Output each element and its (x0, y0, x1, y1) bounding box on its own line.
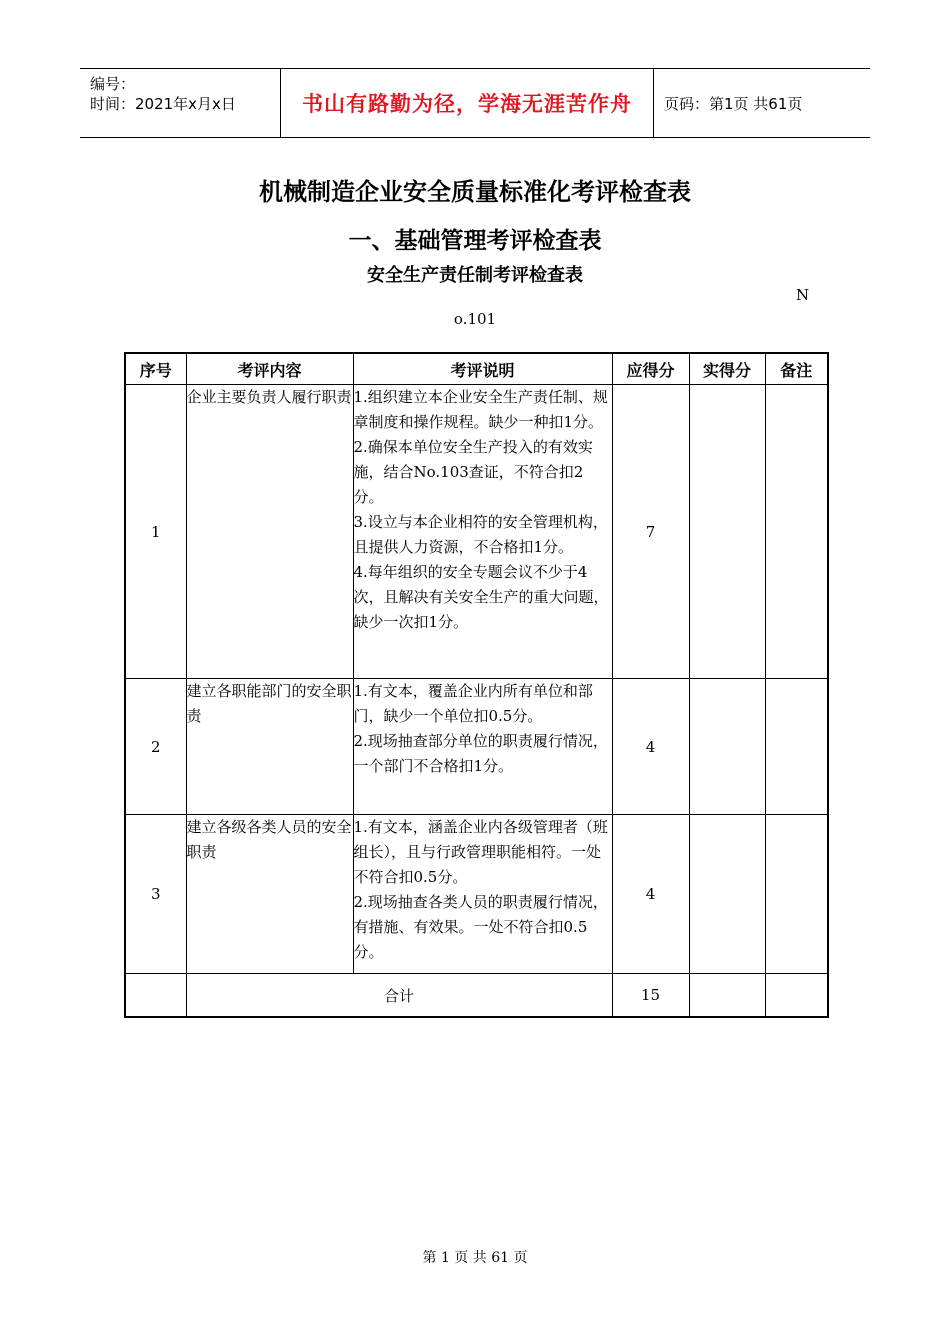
motto-text: 书山有路勤为径，学海无涯苦作舟 (302, 92, 632, 116)
header-meta (80, 69, 281, 137)
page-header (80, 68, 870, 138)
row-number: 2 (125, 679, 186, 815)
number-label: 编号： (90, 75, 136, 93)
total-due-score: 15 (612, 974, 689, 1018)
section-title: 一、基础管理考评检查表 (348, 228, 602, 254)
col-header-actual-score: 实得分 (689, 353, 765, 385)
row-description (353, 385, 612, 679)
row-description (353, 815, 612, 974)
col-header-due-score: 应得分 (612, 353, 689, 385)
table-row (125, 679, 828, 815)
row-remarks[interactable] (765, 679, 828, 815)
row-item: 建立各职能部门的安全职责 (186, 679, 353, 815)
row-actual-score[interactable] (689, 679, 765, 815)
total-row (125, 974, 828, 1018)
desc-line: 1.组织建立本企业安全生产责任制、规章制度和操作规程。缺少一种扣1分。 (353, 388, 608, 431)
row-item: 建立各级各类人员的安全职责 (186, 815, 353, 974)
row-due-score: 7 (612, 385, 689, 679)
evaluation-table (124, 352, 829, 1018)
desc-line: 3.设立与本企业相符的安全管理机构，且提供人力资源，不合格扣1分。 (353, 513, 608, 556)
row-actual-score[interactable] (689, 815, 765, 974)
col-header-content: 考评内容 (186, 353, 353, 385)
row-remarks[interactable] (765, 385, 828, 679)
table-row (125, 385, 828, 679)
desc-line: 2.现场抽查部分单位的职责履行情况，一个部门不合格扣1分。 (353, 732, 608, 775)
doc-number-prefix: N (796, 286, 810, 304)
header-motto (281, 69, 654, 137)
header-page-info (654, 69, 870, 137)
total-number-cell (125, 974, 186, 1018)
page-info-text: 页码：第1页 共61页 (664, 94, 803, 113)
col-header-description: 考评说明 (353, 353, 612, 385)
row-due-score: 4 (612, 815, 689, 974)
desc-line: 2.现场抽查各类人员的职责履行情况，有措施、有效果。一处不符合扣0.5分。 (353, 893, 608, 961)
desc-line: 2.确保本单位安全生产投入的有效实施，结合No.103查证，不符合扣2分。 (353, 438, 593, 506)
total-label: 合计 (186, 974, 612, 1018)
table-row (125, 815, 828, 974)
desc-line: 4.每年组织的安全专题会议不少于4次，且解决有关安全生产的重大问题，缺少一次扣1分。 (353, 563, 609, 631)
total-actual-score[interactable] (689, 974, 765, 1018)
row-remarks[interactable] (765, 815, 828, 974)
doc-number: o.101 (453, 310, 497, 328)
time-label: 时间：2021年x月x日 (90, 95, 236, 113)
row-number: 1 (125, 385, 186, 679)
row-item: 企业主要负责人履行职责 (186, 385, 353, 679)
col-header-remarks: 备注 (765, 353, 828, 385)
desc-line: 1.有文本，覆盖企业内所有单位和部门，缺少一个单位扣0.5分。 (353, 682, 593, 725)
page-footer: 第 1 页 共 61 页 (422, 1250, 528, 1266)
table-header-row (125, 353, 828, 385)
total-remarks[interactable] (765, 974, 828, 1018)
row-number: 3 (125, 815, 186, 974)
document-title: 机械制造企业安全质量标准化考评检查表 (259, 178, 691, 206)
row-actual-score[interactable] (689, 385, 765, 679)
row-description (353, 679, 612, 815)
row-due-score: 4 (612, 679, 689, 815)
col-header-number: 序号 (125, 353, 186, 385)
desc-line: 1.有文本，涵盖企业内各级管理者（班组长），且与行政管理职能相符。一处不符合扣0.5分。 (353, 818, 608, 886)
table-title: 安全生产责任制考评检查表 (367, 265, 583, 286)
